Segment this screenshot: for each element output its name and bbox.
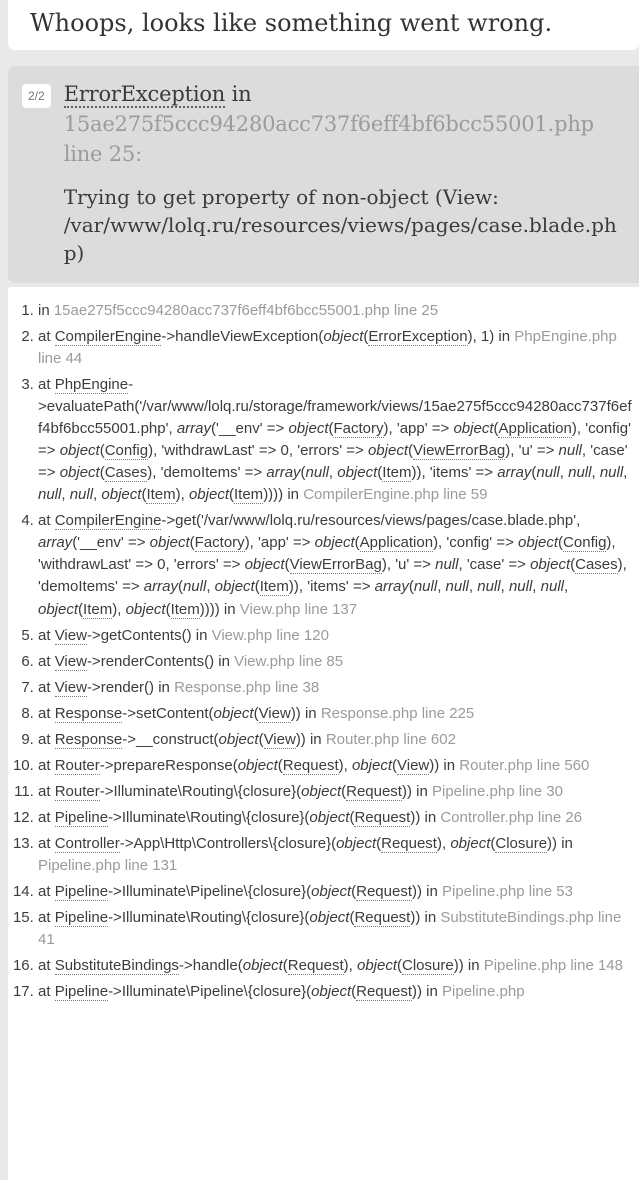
trace-segment: ( bbox=[363, 327, 369, 345]
trace-segment: at bbox=[38, 808, 55, 826]
trace-segment: )))) in bbox=[263, 486, 304, 504]
trace-segment: at bbox=[38, 704, 55, 722]
trace-segment: ->Illuminate\Routing\{closure}( bbox=[108, 909, 310, 927]
trace-segment: ( bbox=[408, 578, 414, 596]
trace-segment: ( bbox=[354, 534, 360, 552]
trace-segment: ( bbox=[351, 883, 357, 901]
trace-segment: ), 'withdrawLast' => 0, 'errors' => bbox=[148, 442, 368, 460]
trace-segment: object bbox=[337, 464, 378, 482]
trace-segment: object bbox=[101, 486, 142, 504]
trace-segment: ( bbox=[570, 556, 576, 574]
trace-segment: at bbox=[38, 883, 55, 901]
trace-segment: View.php line 137 bbox=[239, 600, 358, 618]
exception-details bbox=[64, 79, 625, 267]
trace-segment: ), bbox=[175, 486, 189, 504]
trace-segment: null bbox=[182, 578, 207, 596]
error-header-card bbox=[8, 0, 639, 50]
trace-segment: null bbox=[536, 464, 560, 482]
trace-segment: object bbox=[288, 420, 329, 438]
trace-segment: Factory bbox=[194, 534, 245, 552]
trace-segment: ( bbox=[531, 464, 537, 482]
stack-trace-section bbox=[8, 287, 639, 1180]
trace-segment: Item bbox=[170, 600, 200, 618]
trace-segment: ( bbox=[408, 442, 413, 460]
trace-segment: , bbox=[328, 464, 338, 482]
trace-segment: ->getContents() in bbox=[86, 626, 212, 644]
trace-segment: ->evaluatePath('/var/www/lolq.ru/storage/framework/views/15ae275f5ccc94280acc737f6eff4bf6bcc55001.php', bbox=[38, 376, 632, 438]
trace-segment: View.php line 120 bbox=[211, 626, 329, 644]
trace-segment: ->__construct( bbox=[122, 730, 219, 748]
trace-segment: )) in bbox=[412, 983, 442, 1001]
trace-segment: ->Illuminate\Routing\{closure}( bbox=[99, 782, 302, 800]
trace-segment: ( bbox=[328, 420, 334, 438]
trace-segment: Item bbox=[259, 578, 289, 596]
trace-segment: ), 'demoItems' => bbox=[147, 464, 267, 482]
trace-segment: ->setContent( bbox=[122, 704, 214, 722]
trace-segment: ( bbox=[493, 420, 499, 438]
trace-segment: null bbox=[445, 578, 469, 596]
trace-segment: Config bbox=[104, 442, 149, 460]
trace-segment: at bbox=[38, 376, 55, 394]
trace-segment: Request bbox=[346, 782, 402, 800]
exception-location: 15ae275f5ccc94280acc737f6eff4bf6bcc55001.php line 25: bbox=[63, 112, 594, 167]
trace-segment: ViewErrorBag bbox=[289, 556, 382, 574]
trace-segment: ->App\Http\Controllers\{closure}( bbox=[119, 834, 337, 852]
trace-segment: ( bbox=[377, 464, 383, 482]
trace-segment: ->handle( bbox=[178, 957, 243, 975]
trace-segment: at bbox=[38, 782, 55, 800]
trace-segment: Factory bbox=[333, 420, 384, 438]
trace-segment: object bbox=[336, 834, 377, 852]
trace-segment: ), 'demoItems' => bbox=[38, 556, 627, 596]
trace-segment: Controller.php line 26 bbox=[440, 808, 583, 826]
trace-segment: )) in bbox=[412, 883, 442, 901]
trace-segment: at bbox=[38, 678, 55, 696]
exception-card bbox=[8, 66, 639, 283]
trace-segment: object bbox=[311, 983, 352, 1001]
trace-segment: ), 'withdrawLast' => 0, 'errors' => bbox=[38, 534, 616, 574]
trace-segment: )), 'items' => bbox=[411, 464, 498, 482]
trace-segment: ), bbox=[436, 834, 451, 852]
exception-counter-badge: 2/2 bbox=[22, 84, 51, 108]
trace-segment: Application bbox=[498, 420, 572, 438]
trace-segment: , bbox=[623, 464, 628, 482]
trace-segment: ( bbox=[392, 756, 397, 774]
trace-segment: ( bbox=[397, 957, 403, 975]
trace-segment: , bbox=[500, 578, 509, 596]
trace-segment: at bbox=[38, 512, 55, 530]
trace-segment: Response.php line 38 bbox=[174, 678, 320, 696]
trace-item bbox=[38, 833, 633, 877]
trace-segment: View bbox=[258, 704, 291, 722]
trace-segment: View bbox=[397, 756, 430, 774]
trace-segment: Response bbox=[54, 704, 123, 722]
exception-title bbox=[64, 79, 625, 170]
trace-item bbox=[38, 374, 633, 506]
trace-segment: object bbox=[450, 834, 491, 852]
trace-segment: object bbox=[59, 464, 100, 482]
trace-segment: object bbox=[530, 556, 571, 574]
trace-segment: at bbox=[38, 983, 55, 1001]
trace-segment: array bbox=[143, 578, 178, 596]
trace-segment: )) in bbox=[410, 808, 441, 826]
exception-class: ErrorException bbox=[63, 81, 226, 106]
trace-segment: Request bbox=[354, 808, 411, 826]
trace-segment: at bbox=[38, 327, 55, 345]
trace-segment: Controller bbox=[54, 834, 120, 852]
trace-segment: , bbox=[206, 578, 215, 596]
trace-segment: )) in bbox=[290, 704, 321, 722]
trace-segment: ->handleViewException( bbox=[161, 327, 324, 345]
trace-segment: , bbox=[564, 578, 569, 596]
trace-segment: Cases bbox=[104, 464, 148, 482]
trace-item bbox=[38, 625, 633, 647]
trace-segment: object bbox=[218, 730, 259, 748]
trace-item bbox=[38, 881, 633, 903]
trace-segment: Pipeline.php line 131 bbox=[38, 856, 178, 874]
trace-segment: ->Illuminate\Routing\{closure}( bbox=[108, 808, 310, 826]
trace-segment: in bbox=[38, 301, 54, 319]
trace-segment: ->get('/var/www/lolq.ru/resources/views/pages/case.blade.php', bbox=[161, 512, 581, 530]
trace-segment: object bbox=[309, 909, 350, 927]
trace-segment: null bbox=[69, 486, 94, 504]
trace-segment: ( bbox=[376, 834, 382, 852]
trace-segment: ->render() in bbox=[86, 678, 175, 696]
trace-segment: object bbox=[453, 420, 494, 438]
trace-segment: ), 1) in bbox=[467, 327, 515, 345]
trace-segment: 15ae275f5ccc94280acc737f6eff4bf6bcc55001.php line 25 bbox=[53, 301, 439, 319]
trace-segment: at bbox=[38, 909, 55, 927]
trace-segment: ->Illuminate\Pipeline\{closure}( bbox=[108, 983, 312, 1001]
trace-segment: object bbox=[518, 534, 559, 552]
trace-segment: object bbox=[214, 578, 255, 596]
trace-segment: Closure bbox=[495, 834, 548, 852]
trace-segment: Pipeline bbox=[54, 883, 109, 901]
trace-segment: , bbox=[437, 578, 446, 596]
trace-segment: ( bbox=[99, 442, 105, 460]
page-title: Whoops, looks like something went wrong. bbox=[30, 9, 553, 37]
trace-segment: ), 'app' => bbox=[244, 534, 315, 552]
trace-segment: object bbox=[351, 756, 392, 774]
trace-item bbox=[38, 907, 633, 951]
trace-segment: )) in bbox=[295, 730, 326, 748]
trace-segment: Request bbox=[282, 756, 339, 774]
trace-segment: object bbox=[213, 704, 254, 722]
trace-segment: object bbox=[125, 600, 166, 618]
exception-message: Trying to get property of non-object (View: /var/www/lolq.ru/resources/views/pages/case.blade.php) bbox=[63, 184, 617, 265]
trace-segment: SubstituteBindings.php line 41 bbox=[38, 909, 622, 949]
trace-segment: object bbox=[309, 808, 350, 826]
trace-segment: ( bbox=[558, 534, 564, 552]
trace-segment: Pipeline.php line 148 bbox=[483, 957, 623, 975]
trace-segment: array bbox=[266, 464, 301, 482]
trace-segment: null bbox=[568, 464, 592, 482]
trace-segment: Item bbox=[234, 486, 264, 504]
trace-segment: )) in bbox=[453, 957, 484, 975]
trace-segment: null bbox=[558, 442, 582, 460]
trace-list bbox=[8, 300, 633, 1003]
trace-segment: ErrorException bbox=[368, 327, 468, 345]
trace-segment: )) in bbox=[547, 834, 573, 852]
trace-segment: Response.php line 225 bbox=[320, 704, 475, 722]
trace-segment: ( bbox=[341, 782, 347, 800]
trace-segment: Item bbox=[83, 600, 113, 618]
trace-segment: View bbox=[263, 730, 296, 748]
trace-segment: object bbox=[242, 957, 283, 975]
trace-segment: )), 'items' => bbox=[288, 578, 375, 596]
trace-segment: Response bbox=[54, 730, 123, 748]
trace-segment: ( bbox=[258, 730, 264, 748]
trace-segment: object bbox=[59, 442, 100, 460]
trace-segment: object bbox=[237, 756, 278, 774]
trace-segment: object bbox=[38, 600, 79, 618]
trace-segment: at bbox=[38, 834, 55, 852]
trace-segment: null bbox=[599, 464, 624, 482]
trace-segment: object bbox=[244, 556, 285, 574]
trace-item bbox=[38, 677, 633, 699]
trace-segment: object bbox=[188, 486, 229, 504]
trace-segment: null bbox=[305, 464, 329, 482]
trace-item bbox=[38, 781, 633, 803]
trace-segment: SubstituteBindings bbox=[54, 957, 179, 975]
trace-segment: ( bbox=[349, 909, 355, 927]
trace-segment: Router bbox=[54, 756, 100, 774]
trace-segment: , 'case' => bbox=[38, 442, 628, 482]
trace-segment: ( bbox=[229, 486, 234, 504]
trace-segment: array bbox=[497, 464, 532, 482]
trace-segment: , bbox=[61, 486, 70, 504]
trace-segment: ), 'app' => bbox=[383, 420, 454, 438]
trace-segment: ), bbox=[338, 756, 352, 774]
trace-segment: ViewErrorBag bbox=[413, 442, 506, 460]
trace-segment: , bbox=[468, 578, 478, 596]
trace-segment: ( bbox=[300, 464, 306, 482]
trace-segment: ( bbox=[189, 534, 195, 552]
trace-segment: Router.php line 560 bbox=[459, 756, 590, 774]
trace-segment: ( bbox=[490, 834, 496, 852]
trace-segment: PhpEngine bbox=[54, 376, 129, 394]
trace-item bbox=[38, 703, 633, 725]
trace-segment: ( bbox=[351, 983, 357, 1001]
trace-segment: Closure bbox=[402, 957, 454, 975]
trace-segment: null bbox=[413, 578, 438, 596]
trace-segment: Application bbox=[359, 534, 434, 552]
trace-segment: ), 'config' => bbox=[38, 420, 631, 460]
trace-segment: )) in bbox=[401, 782, 432, 800]
trace-item bbox=[38, 326, 633, 370]
trace-segment: , bbox=[532, 578, 541, 596]
trace-segment: at bbox=[38, 652, 55, 670]
trace-segment: ), bbox=[112, 600, 126, 618]
exception-in-word: in bbox=[225, 81, 252, 106]
trace-segment: ( bbox=[141, 486, 147, 504]
trace-item bbox=[38, 729, 633, 751]
trace-segment: ), 'u' => bbox=[505, 442, 559, 460]
trace-item bbox=[38, 300, 633, 322]
trace-segment: Request bbox=[287, 957, 344, 975]
trace-segment: null bbox=[540, 578, 564, 596]
trace-segment: object bbox=[314, 534, 355, 552]
trace-segment: ('__env' => bbox=[211, 420, 289, 438]
trace-segment: ( bbox=[254, 578, 260, 596]
trace-segment: ( bbox=[282, 957, 288, 975]
trace-segment: ( bbox=[177, 578, 183, 596]
trace-segment: View bbox=[54, 652, 87, 670]
trace-segment: array bbox=[374, 578, 409, 596]
trace-segment: Pipeline bbox=[54, 983, 109, 1001]
trace-segment: Pipeline.php line 53 bbox=[442, 883, 573, 901]
trace-segment: object bbox=[323, 327, 364, 345]
trace-segment: Pipeline bbox=[54, 808, 109, 826]
trace-segment: ( bbox=[253, 704, 259, 722]
trace-segment: ->prepareResponse( bbox=[99, 756, 238, 774]
trace-segment: )) in bbox=[410, 909, 441, 927]
trace-segment: )) in bbox=[429, 756, 460, 774]
trace-segment: CompilerEngine.php line 59 bbox=[303, 486, 488, 504]
trace-segment: ( bbox=[349, 808, 355, 826]
trace-segment: object bbox=[301, 782, 342, 800]
trace-segment: Request bbox=[354, 909, 411, 927]
trace-segment: ('__env' => bbox=[72, 534, 150, 552]
trace-segment: )))) in bbox=[199, 600, 240, 618]
trace-segment: Item bbox=[146, 486, 176, 504]
trace-segment: ), bbox=[343, 957, 357, 975]
trace-segment: Config bbox=[563, 534, 607, 552]
trace-segment: ( bbox=[165, 600, 171, 618]
trace-segment: ( bbox=[99, 464, 105, 482]
trace-segment: Pipeline.php bbox=[442, 983, 525, 1001]
trace-segment: array bbox=[38, 534, 73, 552]
trace-segment: Pipeline bbox=[54, 909, 109, 927]
trace-segment: object bbox=[356, 957, 398, 975]
trace-segment: null bbox=[477, 578, 501, 596]
trace-segment: ->renderContents() in bbox=[86, 652, 235, 670]
trace-segment: ), 'u' => bbox=[381, 556, 436, 574]
trace-item bbox=[38, 510, 633, 620]
trace-segment: Pipeline.php line 30 bbox=[431, 782, 563, 800]
trace-segment: object bbox=[149, 534, 190, 552]
trace-segment: at bbox=[38, 957, 55, 975]
trace-segment: ->Illuminate\Pipeline\{closure}( bbox=[108, 883, 312, 901]
trace-segment: ( bbox=[284, 556, 290, 574]
trace-segment: Item bbox=[382, 464, 412, 482]
trace-segment: PhpEngine.php line 44 bbox=[38, 327, 617, 367]
trace-item bbox=[38, 981, 633, 1003]
trace-segment: Request bbox=[356, 983, 412, 1001]
trace-item bbox=[38, 755, 633, 777]
trace-segment: CompilerEngine bbox=[54, 512, 162, 530]
trace-segment: at bbox=[38, 626, 55, 644]
trace-segment: object bbox=[367, 442, 408, 460]
trace-segment: at bbox=[38, 756, 55, 774]
trace-item bbox=[38, 955, 633, 977]
trace-segment: View bbox=[54, 626, 87, 644]
trace-segment: ( bbox=[78, 600, 84, 618]
trace-item bbox=[38, 651, 633, 673]
trace-segment: , bbox=[591, 464, 600, 482]
trace-segment: array bbox=[176, 420, 211, 438]
trace-segment: View.php line 85 bbox=[234, 652, 344, 670]
trace-item bbox=[38, 807, 633, 829]
trace-segment: at bbox=[38, 730, 55, 748]
trace-segment: , bbox=[93, 486, 102, 504]
trace-segment: , 'case' => bbox=[458, 556, 531, 574]
trace-segment: Router.php line 602 bbox=[325, 730, 456, 748]
trace-segment: CompilerEngine bbox=[54, 327, 162, 345]
trace-segment: Router bbox=[54, 782, 100, 800]
trace-segment: ), 'config' => bbox=[433, 534, 519, 552]
trace-segment: null bbox=[435, 556, 459, 574]
trace-segment: ( bbox=[277, 756, 283, 774]
trace-segment: null bbox=[508, 578, 533, 596]
trace-segment: object bbox=[311, 883, 352, 901]
trace-segment: Request bbox=[356, 883, 412, 901]
trace-segment: , bbox=[559, 464, 569, 482]
trace-segment: null bbox=[38, 486, 62, 504]
trace-segment: View bbox=[54, 678, 87, 696]
trace-segment: Request bbox=[381, 834, 437, 852]
trace-segment: Cases bbox=[575, 556, 618, 574]
